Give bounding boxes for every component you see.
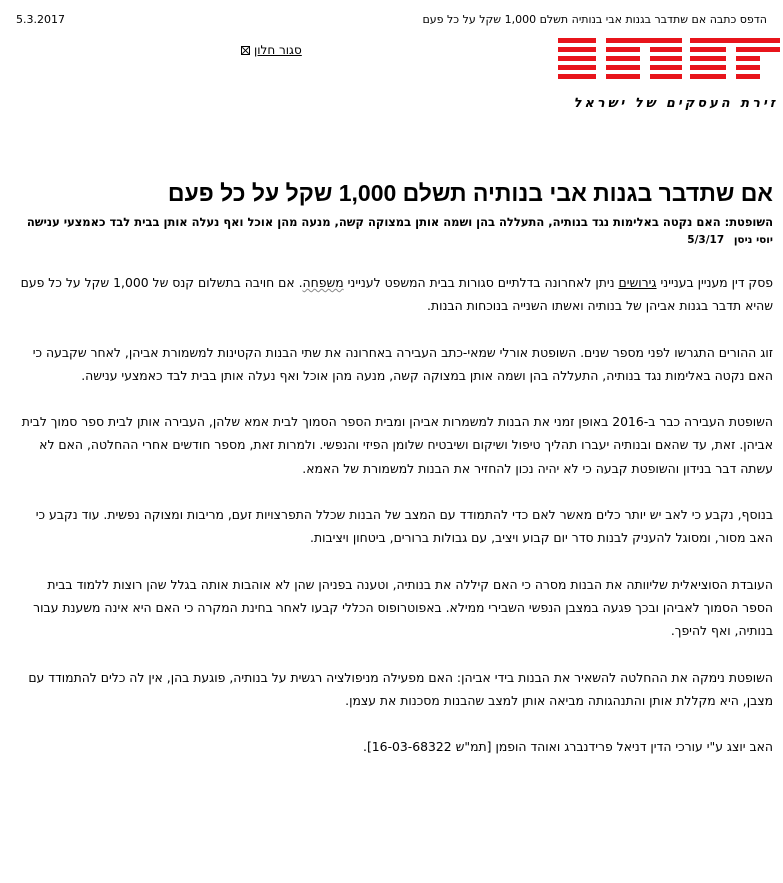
close-window-button[interactable] <box>241 43 302 57</box>
globes-logo-mark <box>558 38 780 92</box>
paragraph-7: האב יוצג ע"י עורכי הדין דניאל פרידנברג ואוהד הופמן [תמ"ש 16-03-68322]. <box>363 739 773 755</box>
article-byline <box>16 233 773 247</box>
paragraph-1-middle: ניתן לאחרונה בדלתיים סגורות בבית המשפט לענייני <box>343 275 619 290</box>
paragraph-1 <box>16 271 773 318</box>
print-date: 5.3.2017 <box>16 13 65 26</box>
close-window-label[interactable]: סגור חלון <box>254 43 302 57</box>
globes-logo <box>558 38 780 118</box>
article-subtitle: השופטת: האם נקטה באלימות נגד בנותיה, התעללה בהן ושמה אותן במצוקה קשה, מנעה מהן אוכל ואף נעלה אותן בבית לבד כאמצעי ענישה <box>26 215 773 229</box>
close-icon <box>241 46 250 55</box>
paragraph-2: זוג ההורים התגרשו לפני מספר שנים. השופטת אורלי שמאי-כתב העבירה באחרונה את שתי הבנות הקטינות למשמורת אביהן, לאחר שקבעה כי האם נקטה באלימות נגד בנותיה, התעללה בהן ושמה אותן במצוקה קשה, מנעה מהן אוכל ואף נעלה אותן בבית לבד כאמצעי ענישה. <box>32 344 773 383</box>
paragraph-3: השופטת העבירה כבר ב-2016 באופן זמני את הבנות למשמרות אביהן ומבית הספר הסמוך לבית אמא שלהן, העבירה אותן לבית ספר סמוך לבית אביהן. זאת, עד שהאם ובנותיה יעברו תהליך טיפול ושיקום ושיבטיח שלומן הפיזי והנפשי. ולמרות זאת, מספר חודשים אחרי ההחלטה, האם לא עשתה דבר בנידון והשופטת קבעה כי לא יהיה נכון להחזיר את הבנות למשמורת של האמא. <box>21 414 773 476</box>
logo-tagline: זירת העסקים של ישראל <box>573 96 778 111</box>
article-body <box>16 271 773 758</box>
print-header <box>16 13 767 29</box>
family-link[interactable]: משפחה <box>302 275 344 290</box>
paragraph-6: השופטת נימקה את ההחלטה להשאיר את הבנות בידי אביהן: האם מפעילה מניפולציה רגשית על בנותיה, פוגעת בהן, אין לה כלים להתמודד עם מצבן, היא מקללת אותן והתנהגותה מביאה אותן למצב שהבנות מסכנות את עצמן. <box>28 669 773 708</box>
paragraph-5: העובדת הסוציאלית שליוותה את הבנות מסרה כי האם קיללה את בנותיה, וטענה בפניהן שהן לא אוהבות אותה בגלל שהן רוצות ללמוד בבית הספר הסמוך לאביהן ובכך פגעה במצבן הנפשי השבירי ממילא. באפוטרופוס הכללי קבעו לאחר בחינת המקרה כי האם היא אינה משענת עבור בנותיה, ואף להיפך. <box>33 576 773 639</box>
paragraph-4: בנוסף, נקבע כי לאב יש יותר כלים מאשר לאם כדי להתמודד עם המצב של הבנות שכלל התפרצויות זעם, מריבות ומצוקה נפשית. עוד נקבע כי האב מסור, ומסוגל להעניק לבנות סדר יום קבוע ויציב, עם גבולות ברורים, ביטחון ויציבות. <box>35 507 773 546</box>
article-headline: אם שתדבר בגנות אבי בנותיה תשלם 1,000 שקל על כל פעם <box>167 180 773 206</box>
article-date: 5/3/17 <box>687 234 725 246</box>
paragraph-1-before: פסק דין מעניין בענייני <box>656 275 773 290</box>
divorce-link[interactable]: גירושים <box>618 275 657 290</box>
print-title: הדפס כתבה אם שתדבר בגנות אבי בנותיה תשלם 1,000 שקל על כל פעם <box>422 13 767 26</box>
paragraph-1-after: . אם חויבה בתשלום קנס של 1,000 שקל על כל פעם שהיא תדבר בגנות אביהן של בנותיה ואשתו השנייה בנוכחות הבנות. <box>20 275 773 314</box>
article-author: יוסי ניסן <box>733 234 773 246</box>
article <box>16 178 773 758</box>
